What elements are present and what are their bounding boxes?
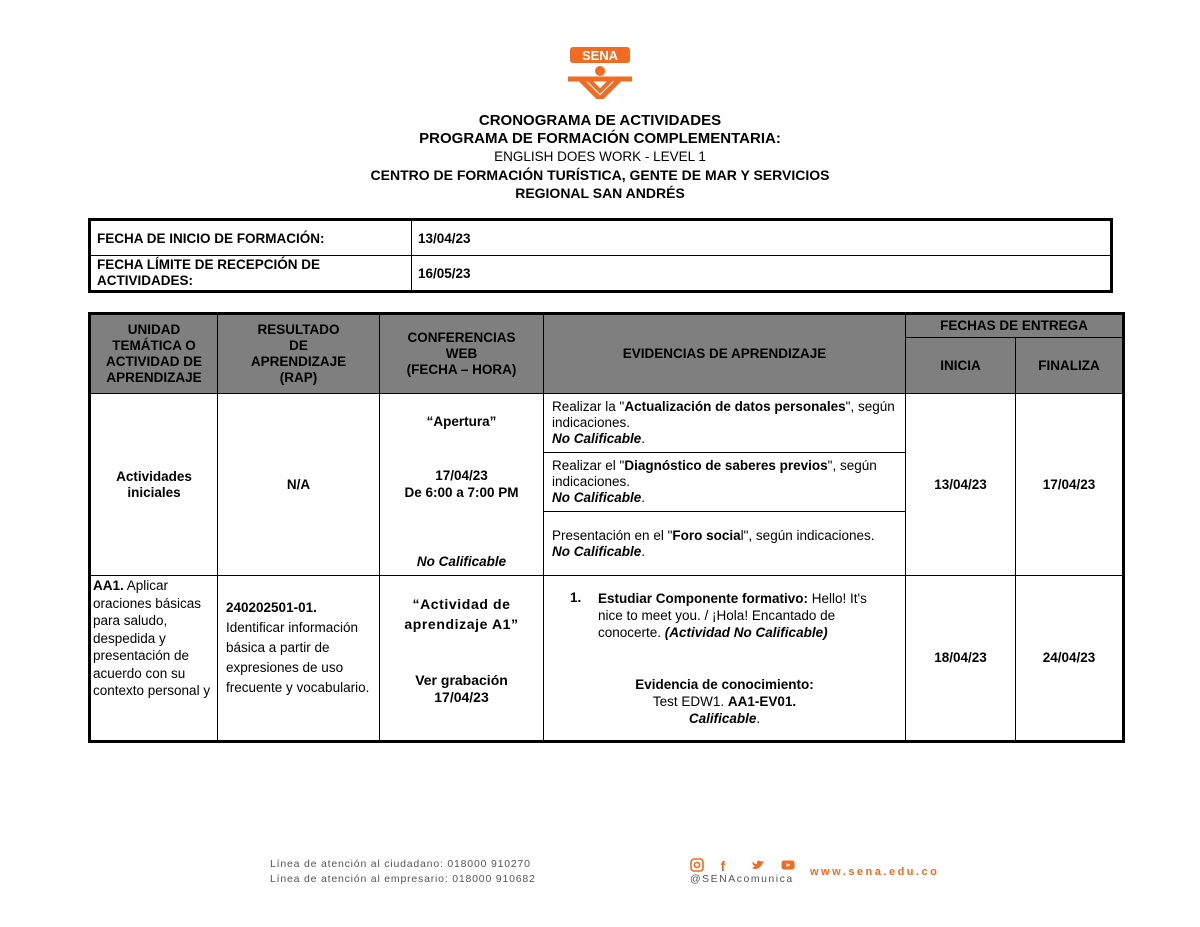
- row1-conf-date: 17/04/23: [435, 468, 488, 483]
- row2-end: 24/04/23: [1016, 576, 1124, 742]
- row2-knowledge: [544, 676, 905, 727]
- row2-rap: [218, 576, 380, 742]
- evidence-period: .: [641, 431, 646, 446]
- knowledge-test-text: Test EDW1.: [652, 694, 728, 709]
- social-icons: [690, 856, 807, 874]
- header-course: ENGLISH DOES WORK - LEVEL 1: [494, 149, 706, 164]
- row2-activity: [90, 576, 218, 742]
- evidence-text: l", según indicaciones.: [740, 527, 875, 543]
- header-rap-line: DE: [289, 338, 308, 353]
- row1-evidence-1: [544, 394, 906, 453]
- row2-evidence-item: [598, 590, 895, 641]
- schedule-table: [88, 312, 1125, 743]
- row1-activity-line: Actividades: [116, 468, 192, 484]
- header-unit-line: TEMÁTICA O: [112, 338, 196, 353]
- row1-conference: [380, 394, 544, 576]
- deadline-label: [90, 256, 412, 292]
- knowledge-title: Evidencia de conocimiento:: [635, 677, 814, 692]
- header-program: PROGRAMA DE FORMACIÓN COMPLEMENTARIA:: [419, 130, 781, 147]
- table-row: [90, 576, 1124, 742]
- row2-conf-title-2: aprendizaje A1”: [404, 616, 519, 632]
- row1-conf-time: De 6:00 a 7:00 PM: [404, 485, 519, 500]
- website-link[interactable]: www.sena.edu.co: [810, 866, 940, 878]
- table-header-row: [90, 314, 1124, 338]
- header-unit-line: APRENDIZAJE: [106, 370, 202, 385]
- header-regional: REGIONAL SAN ANDRÉS: [515, 185, 685, 201]
- header-evidence: EVIDENCIAS DE APRENDIZAJE: [544, 314, 906, 394]
- row1-end: 17/04/23: [1016, 394, 1124, 576]
- header-dates: FECHAS DE ENTREGA: [906, 314, 1124, 338]
- header-title: CRONOGRAMA DE ACTIVIDADES: [478, 112, 722, 129]
- row1-rap: N/A: [218, 394, 380, 576]
- header-start: INICIA: [906, 338, 1016, 394]
- deadline-label-line2: ACTIVIDADES:: [97, 273, 194, 288]
- row2-rap-text: Identificar información básica a partir de expresiones de uso frecuente y vocabulario.: [226, 620, 370, 695]
- document-header: [0, 112, 1200, 202]
- row2-activity-text: Aplicar oraciones básicas para saludo, despedida y presentación de acuerdo con su contexto personal y: [93, 578, 211, 698]
- header-conf-line: WEB: [445, 346, 478, 361]
- twitter-icon[interactable]: [751, 858, 765, 872]
- footer-contact: [270, 857, 536, 887]
- header-unit: [90, 314, 218, 394]
- row2-rap-code: 240202501-01.: [226, 600, 317, 615]
- header-rap-line: RESULTADO: [257, 322, 340, 337]
- citizen-line: Línea de atención al ciudadano: 018000 910270: [270, 858, 531, 870]
- evidence-grading: (Actividad No Calificable): [664, 625, 828, 640]
- facebook-icon[interactable]: f: [720, 857, 726, 874]
- table-row: [90, 394, 1124, 453]
- table-row: [90, 256, 1112, 292]
- knowledge-test: [544, 693, 905, 710]
- header-rap: [218, 314, 380, 394]
- evidence-text: Presentación en el ": [552, 527, 673, 543]
- knowledge-code: AA1-EV01.: [727, 694, 797, 709]
- row1-activity-line: iniciales: [127, 484, 181, 500]
- row1-conf-title: “Apertura”: [426, 414, 497, 429]
- evidence-bold: Estudiar Componente formativo:: [598, 591, 809, 606]
- business-line: Línea de atención al empresario: 018000 910682: [270, 873, 536, 885]
- row2-evidence: [544, 576, 906, 742]
- instagram-icon[interactable]: [690, 858, 704, 872]
- row1-start: 13/04/23: [906, 394, 1016, 576]
- row2-start: 18/04/23: [906, 576, 1016, 742]
- row1-conf-note: No Calificable: [416, 554, 507, 569]
- evidence-bold: Diagnóstico de saberes previos: [624, 458, 828, 473]
- header-unit-line: UNIDAD: [127, 322, 181, 337]
- start-date-value: 13/04/23: [412, 220, 1112, 256]
- header-end: FINALIZA: [1016, 338, 1124, 394]
- sena-logo-icon: [566, 47, 634, 99]
- header-conf-line: (FECHA – HORA): [406, 362, 517, 377]
- row2-conf-title-1: “Actividad de: [412, 596, 511, 612]
- row2-evidence-num: 1.: [570, 590, 582, 605]
- evidence-period: .: [641, 543, 646, 559]
- evidence-period: .: [641, 490, 646, 505]
- sena-logo: [566, 47, 634, 99]
- header-unit-line: ACTIVIDAD DE: [105, 354, 202, 369]
- evidence-bold: Actualización de datos personales: [624, 399, 846, 414]
- evidence-text: ", según indicaciones.: [552, 458, 877, 489]
- row2-activity-code: AA1.: [93, 578, 124, 593]
- evidence-bold: Foro socia: [672, 527, 741, 543]
- table-row: [90, 220, 1112, 256]
- youtube-icon[interactable]: [781, 858, 795, 872]
- row2-conf-recording: Ver grabación: [415, 672, 508, 688]
- header-conf-line: CONFERENCIAS: [407, 330, 516, 345]
- info-table: [88, 218, 1113, 293]
- row1-evidence-2: [544, 453, 906, 512]
- header-center: CENTRO DE FORMACIÓN TURÍSTICA, GENTE DE MAR Y SERVICIOS: [370, 167, 830, 183]
- evidence-text: Realizar la ": [552, 399, 625, 414]
- evidence-grading: No Calificable: [552, 431, 642, 446]
- evidence-grading: No Calificable: [552, 490, 642, 505]
- grading-period: .: [756, 711, 761, 726]
- evidence-text: Hello! It's nice to meet you. / ¡Hola! Encantado de conocerte.: [598, 591, 867, 640]
- evidence-text: Realizar el ": [552, 458, 625, 473]
- row2-conference: [380, 576, 544, 742]
- knowledge-grading: [544, 710, 905, 727]
- row2-conf-date: 17/04/23: [434, 689, 489, 705]
- row1-evidence-3: [544, 512, 906, 576]
- row1-activity: [90, 394, 218, 576]
- header-rap-line: APRENDIZAJE: [250, 354, 347, 369]
- deadline-value: 16/05/23: [412, 256, 1112, 292]
- grading-text: Calificable: [688, 711, 757, 726]
- evidence-text: ", según indicaciones.: [552, 399, 895, 430]
- header-conferences: [380, 314, 544, 394]
- header-rap-line: (RAP): [279, 370, 318, 385]
- start-date-label: FECHA DE INICIO DE FORMACIÓN:: [90, 220, 412, 256]
- logo-text: SENA: [581, 48, 619, 63]
- evidence-grading: No Calificable: [552, 543, 642, 559]
- deadline-label-line1: FECHA LÍMITE DE RECEPCIÓN DE: [97, 257, 321, 272]
- social-handle[interactable]: @SENAcomunica: [690, 873, 794, 885]
